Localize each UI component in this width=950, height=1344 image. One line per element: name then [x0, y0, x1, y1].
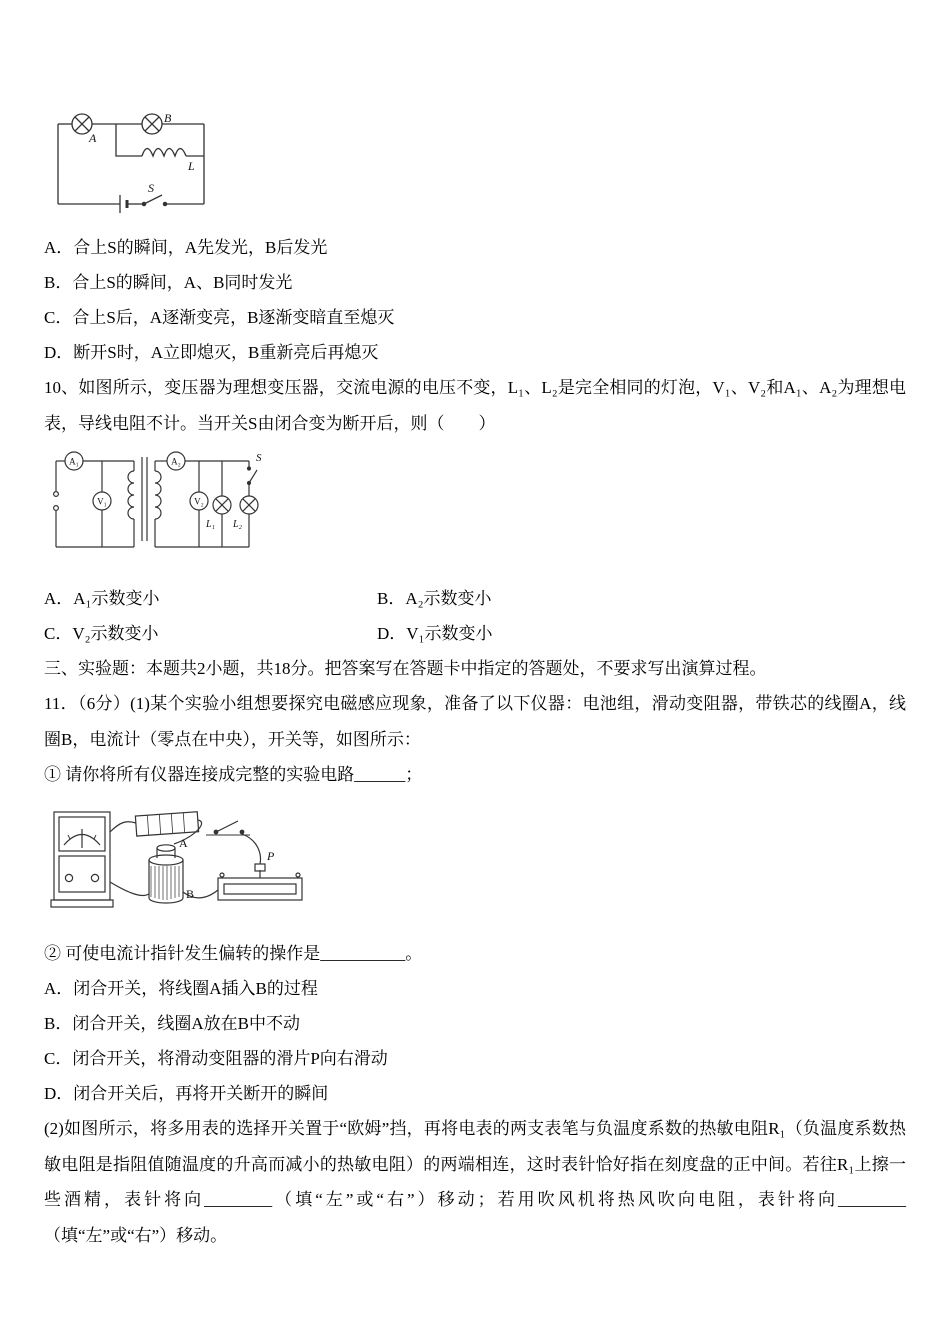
voltmeter-v1-label: V₁	[97, 496, 107, 507]
battery-pack-icon	[135, 812, 198, 836]
q10-option-d: D．V₁示数变小	[377, 624, 493, 643]
secondary-coil-icon	[155, 471, 161, 519]
wire	[242, 834, 260, 864]
section3-header: 三、实验题：本题共2小题，共18分。把答案写在答题卡中指定的答题处，不要求写出演算过程。	[44, 659, 767, 678]
lamp-b-label: B	[164, 111, 172, 125]
galvanometer-icon	[51, 812, 113, 907]
apparatus-sketch	[46, 798, 318, 926]
lamp-l1-icon	[213, 496, 231, 514]
lamp-b-icon	[142, 114, 162, 134]
q11-item1: ① 请你将所有仪器连接成完整的实验电路______；	[44, 765, 423, 784]
q10-option-b: B．A₂示数变小	[377, 589, 492, 608]
q9-option-d: D．断开S时，A立即熄灭，B重新亮后再熄灭	[44, 343, 379, 362]
switch-icon	[142, 195, 166, 206]
rheostat-slider-label: P	[267, 849, 275, 863]
coil-b-icon	[149, 855, 183, 903]
q11-item2: ② 可使电流计指针发生偏转的操作是__________。	[44, 944, 423, 963]
battery-icon	[120, 195, 127, 213]
circuit-wires	[58, 114, 204, 213]
wire	[110, 822, 136, 832]
lamp-l2-label: L₂	[233, 519, 243, 530]
switch-s-icon	[248, 461, 258, 485]
q11-option-a: A．闭合开关，将线圈A插入B的过程	[44, 979, 318, 998]
q11-option-b: B．闭合开关，线圈A放在B中不动	[44, 1014, 300, 1033]
coil-a-label: A	[179, 836, 188, 850]
circuit-diagram-transformer	[44, 447, 266, 563]
q9-option-b: B．合上S的瞬间，A、B同时发光	[44, 273, 293, 292]
q10-stem: 10、如图所示，变压器为理想变压器，交流电源的电压不变，L₁、L₂是完全相同的灯泡，V₁、V₂和A₁、A₂为理想电表，导线电阻不计。当开关S由闭合变为断开后，则（ ）	[44, 378, 906, 433]
primary-coil-icon	[128, 471, 134, 519]
inductor-icon	[142, 149, 186, 157]
q10-option-c: C．V₂示数变小	[44, 624, 159, 643]
lamp-l2-icon	[240, 496, 258, 514]
coil-a-icon	[157, 845, 175, 858]
switch-label: S	[148, 181, 154, 195]
wire	[110, 882, 149, 896]
q11-option-d: D．闭合开关后，再将开关断开的瞬间	[44, 1084, 329, 1103]
q10-option-a: A．A₁示数变小	[44, 589, 160, 608]
lamp-l1-label: L₁	[206, 519, 216, 530]
coil-b-label: B	[186, 887, 195, 901]
voltmeter-v2-label: V₂	[194, 496, 204, 507]
rheostat-icon	[218, 864, 302, 900]
switch-s-label: S	[256, 452, 262, 464]
circuit-diagram-lamps-inductor	[46, 104, 218, 216]
knife-switch-icon	[206, 821, 250, 835]
q11-part2-paragraph: (2)如图所示，将多用表的选择开关置于“欧姆”挡，再将电表的两支表笔与负温度系数的热敏电阻R₁（负温度系数热敏电阻是指阻值随温度的升高而减小的热敏电阻）的两端相连，这时表针恰好指在刻度盘的正中间。若往R₁上擦一些酒精，表针将向________（填“左”或“右”）移动；若用吹风机将热风吹向电阻，表针将向________（填“左”或“右”）移动。	[44, 1119, 906, 1245]
transformer-core-icon	[142, 457, 147, 541]
q9-option-c: C．合上S后，A逐渐变亮，B逐渐变暗直至熄灭	[44, 308, 395, 327]
apparatus-shapes	[51, 812, 302, 907]
inductor-label: L	[188, 159, 195, 173]
transformer-circuit-wires	[54, 452, 258, 547]
ac-source-icon	[54, 492, 59, 511]
ammeter-a2-label: A₂	[171, 456, 181, 467]
ammeter-a1-label: A₁	[69, 456, 79, 467]
q9-option-a: A．合上S的瞬间，A先发光，B后发光	[44, 238, 328, 257]
q11-option-c: C．闭合开关，将滑动变阻器的滑片P向右滑动	[44, 1049, 388, 1068]
q11-stem: 11．（6分）(1)某个实验小组想要探究电磁感应现象，准备了以下仪器：电池组，滑动变阻器，带铁芯的线圈A，线圈B，电流计（零点在中央），开关等，如图所示：	[44, 694, 906, 749]
lamp-a-label: A	[89, 131, 97, 145]
q10-options	[44, 581, 906, 651]
